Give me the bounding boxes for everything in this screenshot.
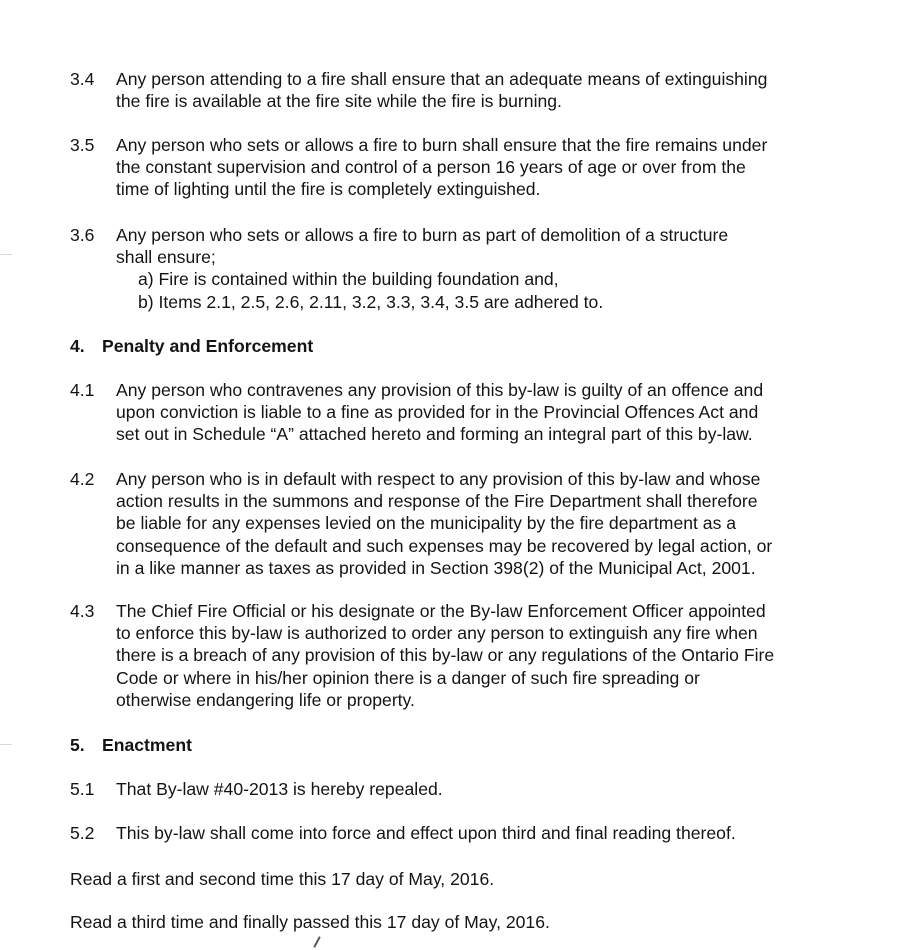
paragraph-line: Any person attending to a fire shall ensure that an adequate means of extinguishing xyxy=(116,69,768,89)
paragraph-line: the constant supervision and control of a person 16 years of age or over from the xyxy=(116,157,746,178)
section-number: 3.4 xyxy=(70,69,95,89)
third-final-reading: Read a third time and finally passed this 17 day of May, 2016. xyxy=(70,912,550,932)
paragraph-line: to enforce this by-law is authorized to order any person to extinguish any fire when xyxy=(116,623,758,644)
paragraph-line: That By-law #40-2013 is hereby repealed. xyxy=(116,779,443,799)
section-number: 4.3 xyxy=(70,601,95,621)
section-number: 4.1 xyxy=(70,380,95,400)
section-number: 4.2 xyxy=(70,469,95,489)
paragraph-line: This by-law shall come into force and effect upon third and final reading thereof. xyxy=(116,823,736,843)
paragraph-line: Any person who contravenes any provision of this by-law is guilty of an offence and xyxy=(116,380,764,400)
scan-mark xyxy=(0,254,12,255)
paragraph-line: the fire is available at the fire site while the fire is burning. xyxy=(116,91,562,112)
list-item: a) Fire is contained within the building foundation and, xyxy=(138,269,559,290)
paragraph-line: shall ensure; xyxy=(116,247,216,268)
scan-mark xyxy=(0,744,12,745)
heading-number: 5. xyxy=(70,735,85,755)
paragraph-line: otherwise endangering life or property. xyxy=(116,689,415,710)
section-number: 3.6 xyxy=(70,225,95,245)
paragraph-line: Any person who is in default with respect to any provision of this by-law and whose xyxy=(116,469,761,489)
paragraph-line: consequence of the default and such expenses may be recovered by legal action, or xyxy=(116,535,773,556)
first-second-reading: Read a first and second time this 17 day of May, 2016. xyxy=(70,869,495,889)
section-number: 3.5 xyxy=(70,135,95,155)
paragraph-line: Any person who sets or allows a fire to burn shall ensure that the fire remains under xyxy=(116,135,768,155)
paragraph-line: Any person who sets or allows a fire to burn as part of demolition of a structure xyxy=(116,225,729,245)
paragraph-line: in a like manner as taxes as provided in Section 398(2) of the Municipal Act, 2001. xyxy=(116,557,756,578)
section-heading-5 xyxy=(70,734,192,756)
paragraph-line: there is a breach of any provision of this by-law or any regulations of the Ontario Fire xyxy=(116,645,775,666)
section-number: 5.1 xyxy=(70,779,95,799)
paragraph-line: upon conviction is liable to a fine as provided for in the Provincial Offences Act and xyxy=(116,402,759,423)
heading-title: Penalty and Enforcement xyxy=(102,336,314,356)
list-item: b) Items 2.1, 2.5, 2.6, 2.11, 3.2, 3.3, 3.4, 3.5 are adhered to. xyxy=(138,291,604,312)
paragraph-line: set out in Schedule “A” attached hereto and forming an integral part of this by-law. xyxy=(116,424,753,445)
paragraph-line: action results in the summons and response of the Fire Department shall therefore xyxy=(116,491,758,512)
heading-title: Enactment xyxy=(102,735,192,755)
section-heading-4 xyxy=(70,335,313,357)
paragraph-line: Code or where in his/her opinion there is a danger of such fire spreading or xyxy=(116,667,700,688)
paragraph-line: time of lighting until the fire is completely extinguished. xyxy=(116,179,541,200)
section-number: 5.2 xyxy=(70,823,95,843)
heading-number: 4. xyxy=(70,336,85,356)
paragraph-line: be liable for any expenses levied on the municipality by the fire department as a xyxy=(116,513,737,534)
signature-stroke xyxy=(313,936,320,948)
paragraph-line: The Chief Fire Official or his designate or the By-law Enforcement Officer appointed xyxy=(116,601,766,621)
